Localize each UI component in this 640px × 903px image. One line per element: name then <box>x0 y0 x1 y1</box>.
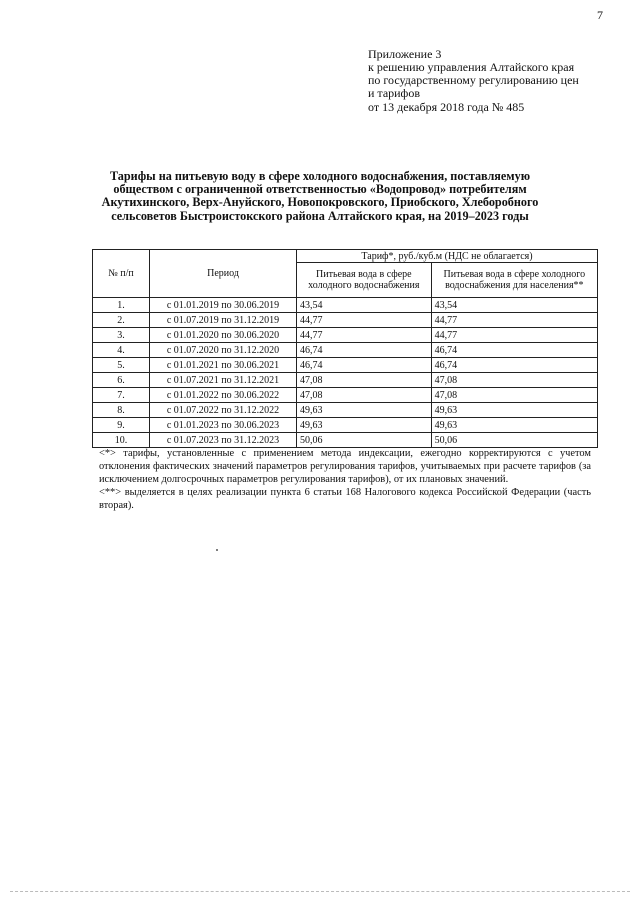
page-number: 7 <box>597 8 603 22</box>
row-population-tariff: 50,06 <box>431 433 597 448</box>
row-population-tariff: 46,74 <box>431 358 597 373</box>
header-tariff-group: Тариф*, руб./куб.м (НДС не облагается) <box>297 250 598 263</box>
row-population-tariff: 47,08 <box>431 388 597 403</box>
row-period: с 01.01.2020 по 30.06.2020 <box>150 328 297 343</box>
row-water-tariff: 49,63 <box>297 418 432 433</box>
row-population-tariff: 49,63 <box>431 418 597 433</box>
title-line: сельсоветов Быстроистокского района Алтайского края, на 2019–2023 годы <box>111 208 529 223</box>
row-water-tariff: 44,77 <box>297 313 432 328</box>
table-row <box>93 313 598 328</box>
table-row <box>93 358 598 373</box>
appendix-line: Приложение 3 <box>368 47 442 61</box>
footnote-vat: <**> выделяется в целях реализации пункта 6 статьи 168 Налогового кодекса Российской Федерации (часть вторая). <box>99 487 591 511</box>
row-period: с 01.07.2022 по 31.12.2022 <box>150 403 297 418</box>
appendix-header <box>368 48 579 114</box>
row-period: с 01.07.2023 по 31.12.2023 <box>150 433 297 448</box>
row-num: 1. <box>93 298 150 313</box>
row-population-tariff: 44,77 <box>431 328 597 343</box>
tariff-table <box>92 249 598 448</box>
appendix-line: и тарифов <box>368 86 421 100</box>
table-row <box>93 298 598 313</box>
footnote-indexation: <*> тарифы, установленные с применением метода индексации, ежегодно корректируются с учетом отклонения фактических значений параметров регулирования тарифов, учитываемых при расчете тарифов (за исключением долгосрочных параметров регулирования тарифов), от их плановых значений. <box>99 448 591 485</box>
appendix-date: от 13 декабря 2018 года № 485 <box>368 100 525 114</box>
row-water-tariff: 46,74 <box>297 343 432 358</box>
row-period: с 01.01.2021 по 30.06.2021 <box>150 358 297 373</box>
table-row <box>93 373 598 388</box>
row-num: 6. <box>93 373 150 388</box>
table-row <box>93 433 598 448</box>
title-line: Тарифы на питьевую воду в сфере холодного водоснабжения, поставляемую <box>109 169 531 183</box>
table-row <box>93 388 598 403</box>
title-line: Акутихинского, Верх-Ануйского, Новопокровского, Приобского, Хлеборобного <box>101 195 539 210</box>
scan-speck <box>216 549 218 551</box>
row-population-tariff: 44,77 <box>431 313 597 328</box>
document-title <box>60 170 580 223</box>
row-num: 3. <box>93 328 150 343</box>
header-num: № п/п <box>93 250 150 298</box>
row-period: с 01.01.2022 по 30.06.2022 <box>150 388 297 403</box>
header-water-population: Питьевая вода в сфере холодного водоснабжения для населения** <box>431 263 597 298</box>
table-row <box>93 418 598 433</box>
table-row <box>93 343 598 358</box>
row-water-tariff: 47,08 <box>297 388 432 403</box>
row-period: с 01.01.2019 по 30.06.2019 <box>150 298 297 313</box>
row-population-tariff: 47,08 <box>431 373 597 388</box>
row-num: 8. <box>93 403 150 418</box>
appendix-line: к решению управления Алтайского края <box>368 60 575 74</box>
table-row <box>93 403 598 418</box>
row-water-tariff: 47,08 <box>297 373 432 388</box>
title-line: обществом с ограниченной ответственностью «Водопровод» потребителям <box>113 182 527 197</box>
row-population-tariff: 49,63 <box>431 403 597 418</box>
header-water: Питьевая вода в сфере холодного водоснабжения <box>297 263 432 298</box>
row-period: с 01.07.2019 по 31.12.2019 <box>150 313 297 328</box>
row-num: 10. <box>93 433 150 448</box>
appendix-line: по государственному регулированию цен <box>368 73 579 87</box>
header-period: Период <box>150 250 297 298</box>
row-population-tariff: 46,74 <box>431 343 597 358</box>
row-water-tariff: 50,06 <box>297 433 432 448</box>
row-period: с 01.07.2020 по 31.12.2020 <box>150 343 297 358</box>
row-num: 2. <box>93 313 150 328</box>
row-water-tariff: 49,63 <box>297 403 432 418</box>
row-num: 4. <box>93 343 150 358</box>
row-water-tariff: 43,54 <box>297 298 432 313</box>
row-water-tariff: 46,74 <box>297 358 432 373</box>
row-period: с 01.07.2021 по 31.12.2021 <box>150 373 297 388</box>
row-num: 9. <box>93 418 150 433</box>
row-num: 5. <box>93 358 150 373</box>
row-population-tariff: 43,54 <box>431 298 597 313</box>
row-period: с 01.01.2023 по 30.06.2023 <box>150 418 297 433</box>
table-row <box>93 328 598 343</box>
row-num: 7. <box>93 388 150 403</box>
scan-edge-line <box>10 891 630 892</box>
row-water-tariff: 44,77 <box>297 328 432 343</box>
footnotes <box>99 447 591 512</box>
